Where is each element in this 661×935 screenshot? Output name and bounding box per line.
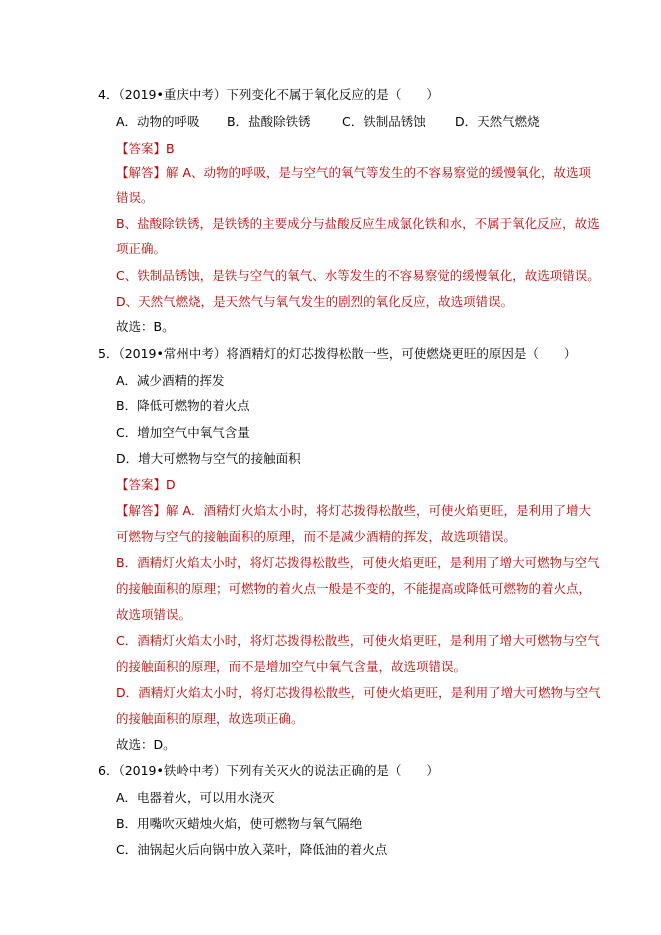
question-4-answer: 【答案】B — [116, 141, 175, 156]
question-6-option-b: B．用嘴吹灭蜡烛火焰，使可燃物与氧气隔绝 — [116, 816, 363, 831]
question-4-analysis-line: 项正确。 — [116, 241, 167, 256]
question-6-option-a: A．电器着火，可以用水浇灭 — [116, 790, 275, 805]
question-5-analysis-line: D．酒精灯火焰太小时，将灯芯拨得松散些，可使火焰更旺，是利用了增大可燃物与空气 — [116, 685, 601, 700]
question-5-analysis-line: 【解答】解 A．酒精灯火焰太小时，将灯芯拨得松散些，可使火焰更旺，是利用了增大 — [116, 503, 592, 518]
question-5-option-b: B．降低可燃物的着火点 — [116, 398, 250, 413]
question-5-option-a: A．减少酒精的挥发 — [116, 373, 225, 388]
question-4-analysis-line: 【解答】解 A、动物的呼吸，是与空气的氧气等发生的不容易察觉的缓慢氧化，故选项 — [116, 165, 592, 180]
question-4-analysis-line: 错误。 — [116, 190, 154, 205]
question-4-option-d: D．天然气燃烧 — [455, 114, 540, 129]
question-5-analysis-line: B．酒精灯火焰太小时，将灯芯拨得松散些，可使火焰更旺，是利用了增大可燃物与空气 — [116, 555, 600, 570]
question-4-conclusion: 故选：B。 — [116, 319, 175, 334]
question-4-analysis-line: D、天然气燃烧，是天然气与氧气发生的剧烈的氧化反应，故选项错误。 — [116, 294, 514, 309]
question-4-option-b: B．盐酸除铁锈 — [227, 114, 311, 129]
question-4-analysis-line: C、铁制品锈蚀，是铁与空气的氧气、水等发生的不容易察觉的缓慢氧化，故选项错误。 — [116, 268, 600, 283]
question-5-analysis-line: 可燃物与空气的接触面积的原理，而不是减少酒精的挥发，故选项错误。 — [116, 529, 517, 544]
question-5-analysis-line: C．酒精灯火焰太小时，将灯芯拨得松散些，可使火焰更旺，是利用了增大可燃物与空气 — [116, 633, 600, 648]
question-5-option-d: D．增大可燃物与空气的接触面积 — [116, 451, 301, 466]
question-6-option-c: C．油锅起火后向锅中放入菜叶，降低油的着火点 — [116, 842, 388, 857]
question-5-analysis-line: 的接触面积的原理，而不是增加空气中氧气含量，故选项错误。 — [116, 659, 467, 674]
question-4-option-c: C．铁制品锈蚀 — [342, 114, 426, 129]
question-6-stem: 6．（2019•铁岭中考）下列有关灭火的说法正确的是（ ） — [98, 763, 439, 778]
question-5-stem: 5．（2019•常州中考）将酒精灯的灯芯拨得松散一些，可使燃烧更旺的原因是（ ） — [98, 346, 577, 361]
question-5-analysis-line: 的接触面积的原理；可燃物的着火点一般是不变的，不能提高或降低可燃物的着火点， — [116, 581, 592, 596]
question-5-analysis-line: 的接触面积的原理，故选项正确。 — [116, 711, 304, 726]
question-5-answer: 【答案】D — [116, 477, 176, 492]
question-5-option-c: C．增加空气中氧气含量 — [116, 425, 250, 440]
question-4-option-a: A．动物的呼吸 — [116, 114, 200, 129]
question-5-conclusion: 故选：D。 — [116, 737, 176, 752]
question-4-analysis-line: B、盐酸除铁锈，是铁锈的主要成分与盐酸反应生成氯化铁和水，不属于氧化反应，故选 — [116, 216, 600, 231]
question-4-stem: 4．（2019•重庆中考）下列变化不属于氧化反应的是（ ） — [98, 87, 439, 102]
question-5-analysis-line: 故选项错误。 — [116, 607, 192, 622]
